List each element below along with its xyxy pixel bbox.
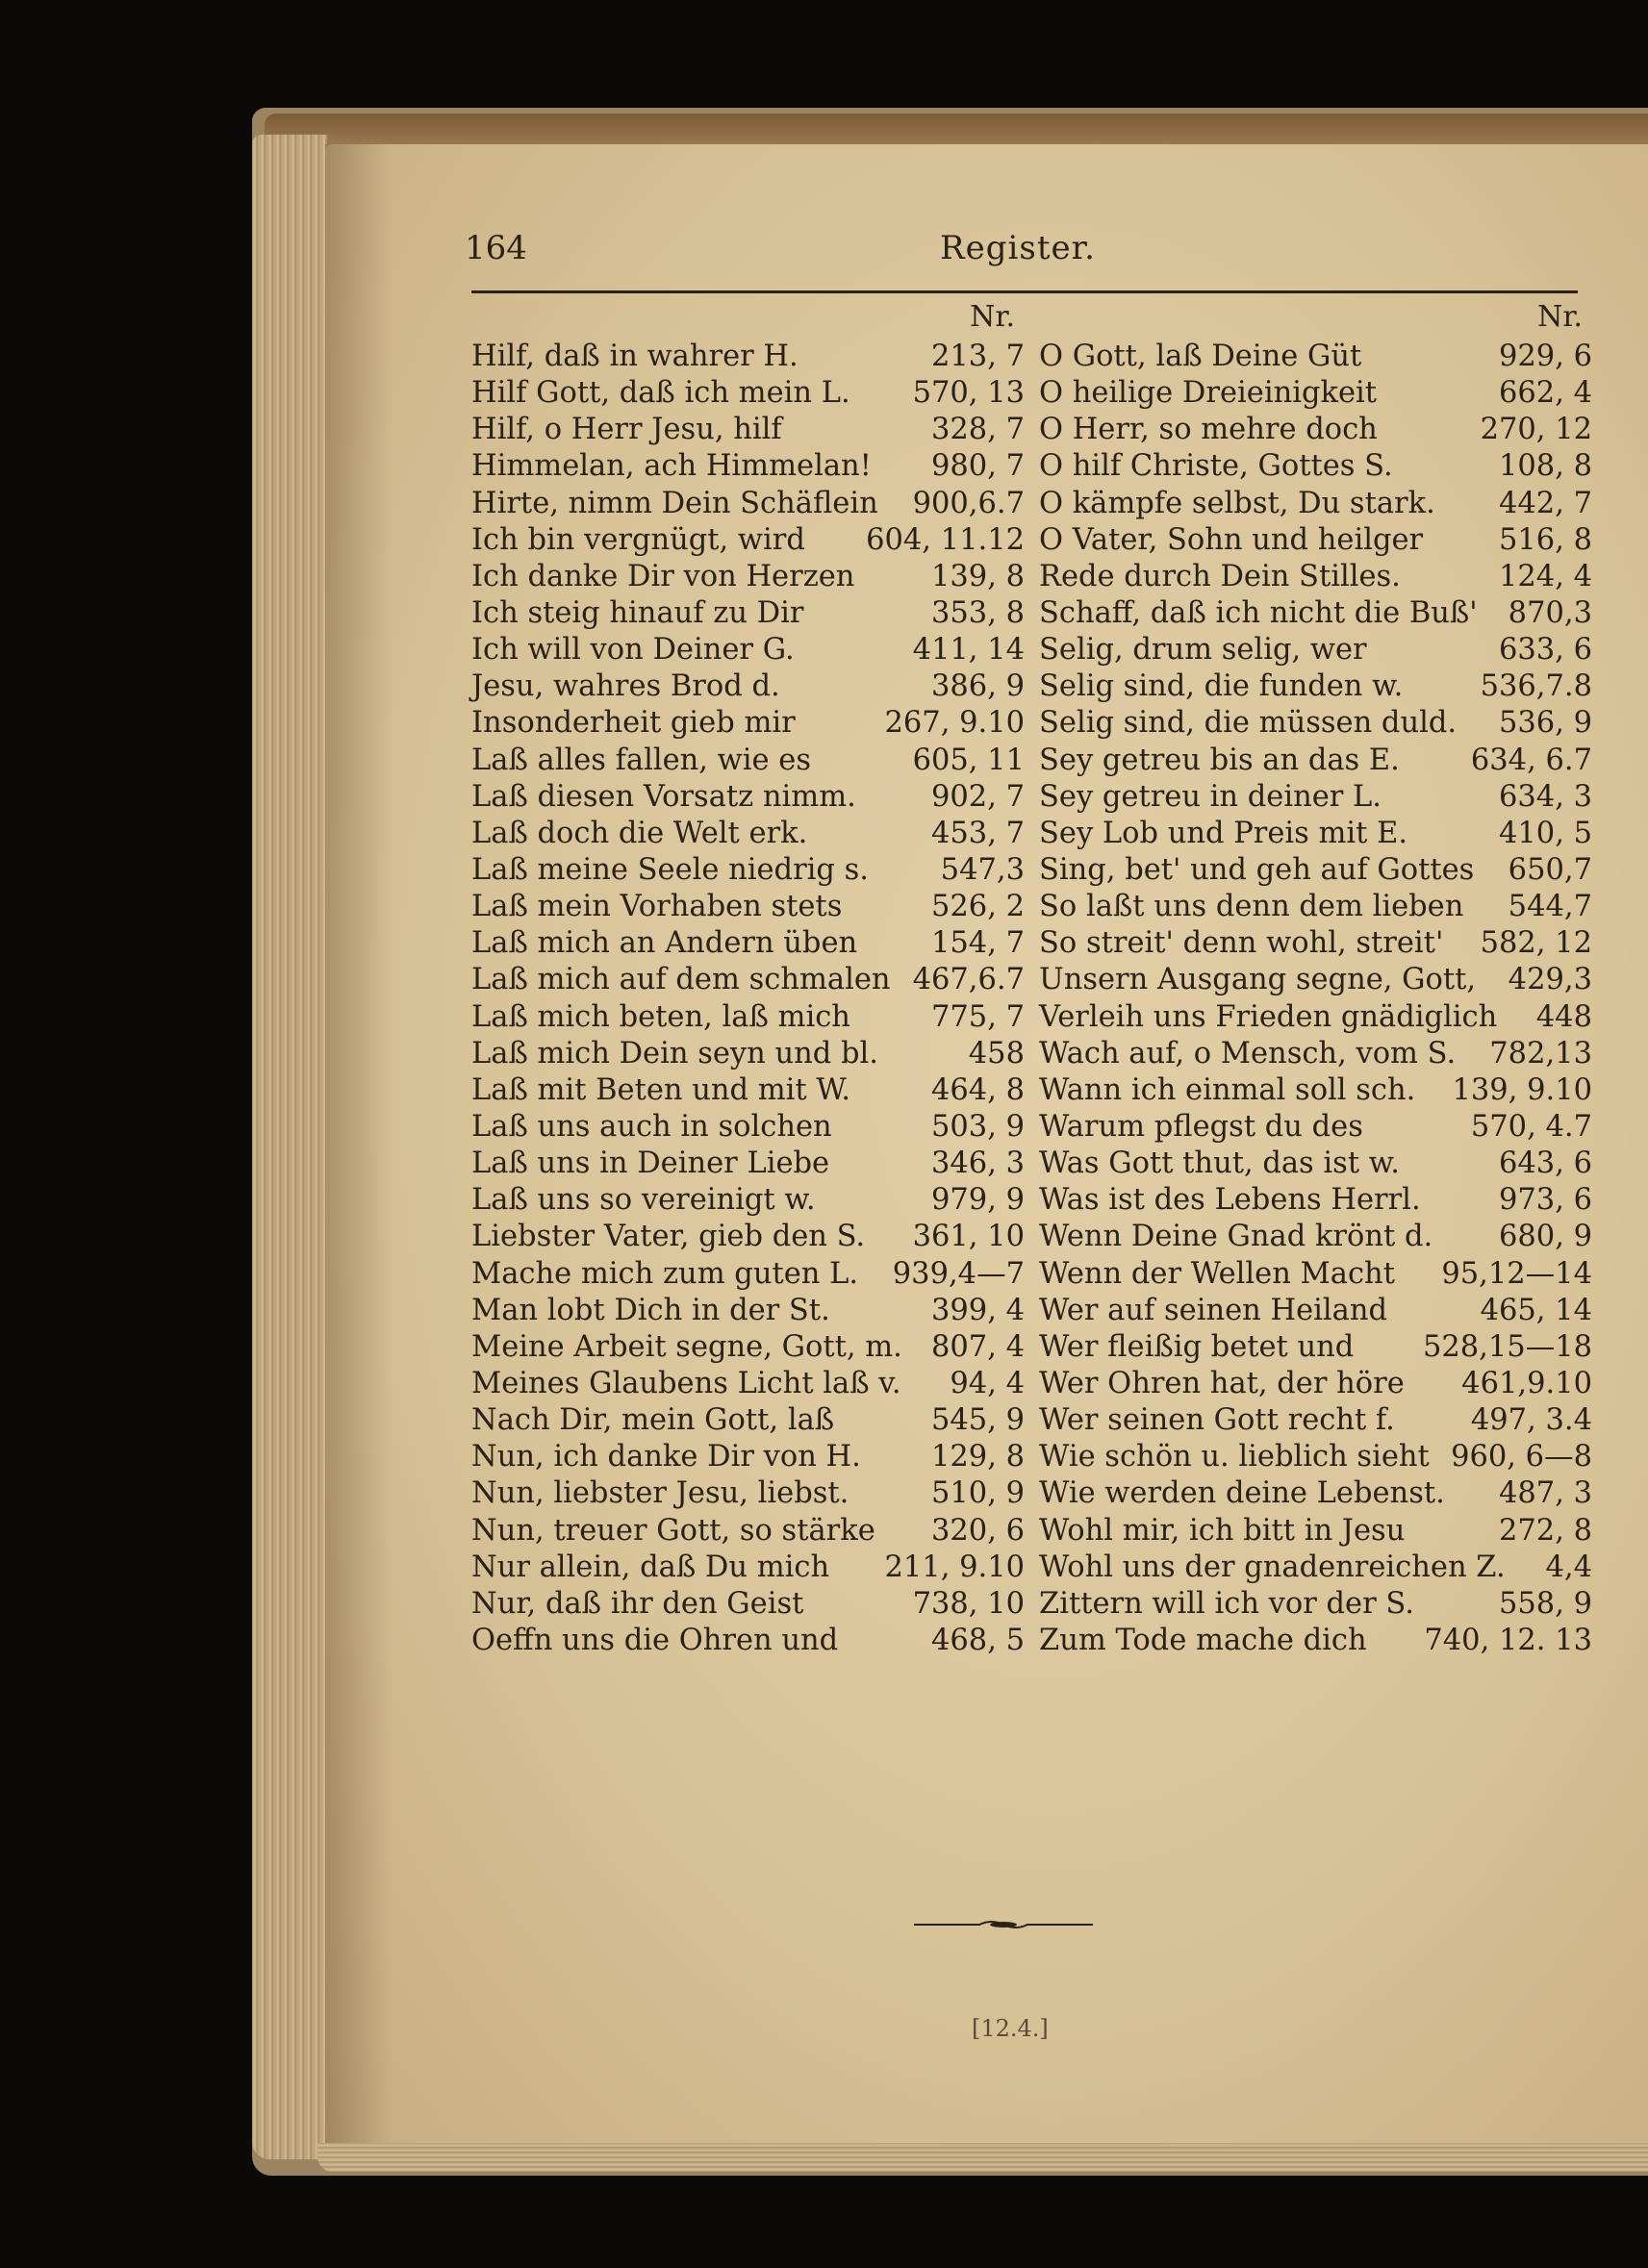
running-head: Register. xyxy=(940,229,1096,267)
entry-title: Sey getreu in deiner L. xyxy=(1039,779,1382,814)
page-gutter-shadow xyxy=(325,144,393,2150)
register-entry xyxy=(471,1329,1025,1366)
entry-reference: 468, 5 xyxy=(930,1623,1025,1657)
entry-reference: 429,3 xyxy=(1508,963,1592,997)
entry-title: Verleih uns Frieden gnädiglich xyxy=(1039,999,1498,1034)
entry-title: O kämpfe selbst, Du stark. xyxy=(1039,486,1435,520)
entry-title: Nun, treuer Gott, so stärke xyxy=(471,1513,875,1548)
entry-title: Insonderheit gieb mir xyxy=(471,706,796,741)
entry-title: Selig sind, die müssen duld. xyxy=(1039,706,1458,741)
register-entry xyxy=(471,1072,1025,1109)
register-entry xyxy=(471,962,1025,998)
entry-reference: 775, 7 xyxy=(930,999,1025,1034)
entry-reference: 95,12—14 xyxy=(1441,1256,1592,1291)
entry-reference: 386, 9 xyxy=(930,669,1025,704)
entry-title: Wer fleißig betet und xyxy=(1039,1329,1355,1364)
register-entry xyxy=(1039,999,1592,1036)
entry-title: So laßt uns denn dem lieben xyxy=(1039,890,1464,924)
register-entry xyxy=(1039,668,1592,705)
page-stack-bottom xyxy=(317,2143,1648,2172)
entry-reference: 650,7 xyxy=(1508,852,1592,887)
register-entry xyxy=(471,999,1025,1036)
page-number: 164 xyxy=(465,229,527,267)
entry-reference: 900,6.7 xyxy=(912,486,1025,520)
entry-title: Wer Ohren hat, der höre xyxy=(1039,1366,1405,1400)
entry-title: Was Gott thut, das ist w. xyxy=(1039,1147,1400,1181)
entry-reference: 213, 7 xyxy=(930,340,1025,373)
register-entry xyxy=(471,1219,1025,1255)
entry-reference: 487, 3 xyxy=(1498,1476,1592,1511)
entry-reference: 108, 8 xyxy=(1498,449,1592,484)
register-entry xyxy=(471,1586,1025,1623)
entry-title: Wohl uns der gnadenreichen Z. xyxy=(1039,1550,1506,1584)
entry-title: Wer seinen Gott recht f. xyxy=(1039,1403,1395,1438)
register-entry xyxy=(1039,816,1592,852)
entry-reference: 738, 10 xyxy=(912,1586,1025,1621)
entry-title: Warum pflegst du des xyxy=(1039,1109,1363,1144)
column-heading: Nr. xyxy=(1537,300,1583,334)
register-entry xyxy=(1039,852,1592,889)
column-heading: Nr. xyxy=(970,300,1015,334)
entry-title: Liebster Vater, gieb den S. xyxy=(471,1220,866,1254)
register-entry xyxy=(1039,1146,1592,1182)
entry-reference: 442, 7 xyxy=(1498,486,1592,520)
entry-reference: 399, 4 xyxy=(930,1293,1025,1327)
entry-title: Laß mich Dein seyn und bl. xyxy=(471,1036,878,1071)
entry-reference: 270, 12 xyxy=(1480,413,1592,447)
register-entry xyxy=(471,559,1025,595)
entry-reference: 605, 11 xyxy=(912,743,1025,777)
register-entry xyxy=(471,1146,1025,1182)
header-rule xyxy=(471,290,1578,293)
entry-reference: 467,6.7 xyxy=(912,963,1025,997)
entry-reference: 547,3 xyxy=(940,852,1025,887)
register-entry xyxy=(471,375,1025,412)
entry-title: Oeffn uns die Ohren und xyxy=(471,1623,839,1657)
register-entry xyxy=(1039,1036,1592,1072)
register-entry xyxy=(1039,1219,1592,1255)
entry-reference: 139, 8 xyxy=(930,559,1025,593)
register-entry xyxy=(1039,1475,1592,1512)
register-entry xyxy=(1039,1109,1592,1146)
register-entry xyxy=(471,1109,1025,1146)
register-entry xyxy=(1039,1182,1592,1219)
entry-reference: 503, 9 xyxy=(930,1109,1025,1144)
entry-title: Ich bin vergnügt, wird xyxy=(471,522,805,557)
register-entry xyxy=(1039,595,1592,632)
entry-title: Wenn der Wellen Macht xyxy=(1039,1256,1395,1291)
register-entry xyxy=(1039,889,1592,925)
entry-title: Nun, ich danke Dir von H. xyxy=(471,1440,861,1474)
register-entry xyxy=(471,1256,1025,1293)
entry-reference: 929, 6 xyxy=(1498,340,1592,373)
entry-reference: 740, 12. 13 xyxy=(1424,1623,1592,1657)
entry-title: Jesu, wahres Brod d. xyxy=(471,669,780,704)
register-entry xyxy=(471,632,1025,668)
entry-title: Meine Arbeit segne, Gott, m. xyxy=(471,1329,902,1364)
entry-title: O hilf Christe, Gottes S. xyxy=(1039,449,1393,484)
register-entry xyxy=(471,743,1025,779)
printer-signature: [12.4.] xyxy=(972,2015,1049,2042)
register-entry xyxy=(471,1036,1025,1072)
entry-reference: 980, 7 xyxy=(930,449,1025,484)
register-entry xyxy=(1039,1293,1592,1329)
register-entry xyxy=(1039,522,1592,559)
entry-title: Hilf, daß in wahrer H. xyxy=(471,340,799,373)
entry-title: Himmelan, ach Himmelan! xyxy=(471,449,872,484)
register-entry xyxy=(1039,486,1592,522)
register-entry xyxy=(1039,1329,1592,1366)
entry-title: So streit' denn wohl, streit' xyxy=(1039,926,1444,961)
entry-title: Selig, drum selig, wer xyxy=(1039,633,1367,668)
register-entry xyxy=(1039,1439,1592,1475)
register-entry xyxy=(1039,375,1592,412)
register-entry xyxy=(1039,743,1592,779)
entry-title: Laß uns in Deiner Liebe xyxy=(471,1147,830,1181)
entry-reference: 320, 6 xyxy=(930,1513,1025,1548)
entry-title: Laß mich an Andern üben xyxy=(471,926,858,961)
entry-reference: 411, 14 xyxy=(912,633,1025,668)
register-entry xyxy=(471,925,1025,962)
entry-title: Wohl mir, ich bitt in Jesu xyxy=(1039,1513,1406,1548)
entry-title: Laß alles fallen, wie es xyxy=(471,743,811,777)
entry-title: O Vater, Sohn und heilger xyxy=(1039,522,1424,557)
register-entry xyxy=(471,1366,1025,1402)
register-entry xyxy=(1039,962,1592,998)
register-column-right xyxy=(1039,300,1592,1659)
entry-reference: 211, 9.10 xyxy=(884,1550,1025,1584)
entry-title: Sey Lob und Preis mit E. xyxy=(1039,816,1408,850)
entry-title: Sing, bet' und geh auf Gottes xyxy=(1039,852,1475,887)
entry-reference: 634, 6.7 xyxy=(1470,743,1592,777)
entry-reference: 448 xyxy=(1535,999,1592,1034)
register-entry xyxy=(471,595,1025,632)
entry-reference: 154, 7 xyxy=(930,926,1025,961)
entry-reference: 346, 3 xyxy=(930,1147,1025,1181)
entry-list xyxy=(471,339,1025,1659)
register-entry xyxy=(471,486,1025,522)
register-entry xyxy=(1039,1550,1592,1586)
entry-reference: 545, 9 xyxy=(930,1403,1025,1438)
entry-title: Nach Dir, mein Gott, laß xyxy=(471,1403,835,1438)
entry-title: Wenn Deine Gnad krönt d. xyxy=(1039,1220,1433,1254)
entry-title: Ich danke Dir von Herzen xyxy=(471,559,855,593)
entry-reference: 267, 9.10 xyxy=(884,706,1025,741)
entry-title: Zittern will ich vor der S. xyxy=(1039,1586,1414,1621)
entry-title: Nun, liebster Jesu, liebst. xyxy=(471,1476,849,1511)
entry-reference: 4,4 xyxy=(1545,1550,1592,1584)
register-entry xyxy=(1039,632,1592,668)
entry-reference: 536,7.8 xyxy=(1480,669,1592,704)
entry-title: Hilf, o Herr Jesu, hilf xyxy=(471,413,782,447)
entry-title: Laß mich beten, laß mich xyxy=(471,999,850,1034)
entry-title: Wann ich einmal soll sch. xyxy=(1039,1072,1416,1107)
entry-reference: 528,15—18 xyxy=(1422,1329,1592,1364)
entry-reference: 870,3 xyxy=(1508,595,1592,630)
register-entry xyxy=(1039,448,1592,485)
entry-title: Wer auf seinen Heiland xyxy=(1039,1293,1387,1327)
entry-reference: 458 xyxy=(968,1036,1025,1071)
register-entry xyxy=(471,1402,1025,1439)
entry-reference: 124, 4 xyxy=(1498,559,1592,593)
entry-reference: 526, 2 xyxy=(930,890,1025,924)
entry-reference: 510, 9 xyxy=(930,1476,1025,1511)
register-entry xyxy=(471,522,1025,559)
entry-title: Schaff, daß ich nicht die Buß' xyxy=(1039,595,1478,630)
entry-reference: 465, 14 xyxy=(1480,1293,1592,1327)
entry-title: Zum Tode mache dich xyxy=(1039,1623,1367,1657)
entry-title: Selig sind, die funden w. xyxy=(1039,669,1404,704)
entry-reference: 960, 6—8 xyxy=(1451,1440,1592,1474)
register-entry xyxy=(471,816,1025,852)
entry-reference: 643, 6 xyxy=(1498,1147,1592,1181)
entry-title: Nur, daß ihr den Geist xyxy=(471,1586,804,1621)
ornament-divider xyxy=(912,1918,1095,1931)
entry-title: Unsern Ausgang segne, Gott, xyxy=(1039,963,1477,997)
entry-title: Wach auf, o Mensch, vom S. xyxy=(1039,1036,1457,1071)
entry-reference: 680, 9 xyxy=(1498,1220,1592,1254)
register-entry xyxy=(471,779,1025,816)
entry-reference: 536, 9 xyxy=(1498,706,1592,741)
entry-title: Hilf Gott, daß ich mein L. xyxy=(471,376,850,411)
entry-reference: 516, 8 xyxy=(1498,522,1592,557)
entry-title: Wie werden deine Lebenst. xyxy=(1039,1476,1445,1511)
entry-reference: 272, 8 xyxy=(1498,1513,1592,1548)
entry-title: Sey getreu bis an das E. xyxy=(1039,743,1400,777)
register-entry xyxy=(471,889,1025,925)
entry-title: O Gott, laß Deine Güt xyxy=(1039,340,1362,373)
entry-title: Laß uns so vereinigt w. xyxy=(471,1183,816,1218)
entry-title: O Herr, so mehre doch xyxy=(1039,413,1378,447)
register-entry xyxy=(1039,339,1592,375)
register-entry xyxy=(471,668,1025,705)
page-stack-edge xyxy=(252,135,327,2159)
entry-title: Laß meine Seele niedrig s. xyxy=(471,852,869,887)
entry-reference: 139, 9.10 xyxy=(1452,1072,1592,1107)
register-entry xyxy=(471,705,1025,742)
entry-reference: 570, 13 xyxy=(912,376,1025,411)
register-entry xyxy=(1039,1586,1592,1623)
entry-reference: 782,13 xyxy=(1489,1036,1592,1071)
page-header xyxy=(465,229,1571,277)
entry-reference: 558, 9 xyxy=(1498,1586,1592,1621)
register-entry xyxy=(1039,705,1592,742)
register-entry xyxy=(471,1293,1025,1329)
entry-reference: 939,4—7 xyxy=(892,1256,1025,1291)
entry-reference: 464, 8 xyxy=(930,1072,1025,1107)
entry-reference: 807, 4 xyxy=(930,1329,1025,1364)
entry-reference: 328, 7 xyxy=(930,413,1025,447)
entry-reference: 544,7 xyxy=(1508,890,1592,924)
entry-title: Laß mich auf dem schmalen xyxy=(471,963,891,997)
entry-reference: 497, 3.4 xyxy=(1470,1403,1592,1438)
register-entry xyxy=(1039,925,1592,962)
entry-title: O heilige Dreieinigkeit xyxy=(1039,376,1378,411)
entry-reference: 461,9.10 xyxy=(1461,1366,1592,1400)
entry-title: Ich steig hinauf zu Dir xyxy=(471,595,804,630)
entry-title: Laß mit Beten und mit W. xyxy=(471,1072,851,1107)
register-entry xyxy=(1039,1402,1592,1439)
register-column-left xyxy=(471,300,1025,1659)
register-entry xyxy=(471,448,1025,485)
entry-title: Nur allein, daß Du mich xyxy=(471,1550,830,1584)
entry-reference: 129, 8 xyxy=(930,1440,1025,1474)
register-entry xyxy=(1039,779,1592,816)
entry-title: Laß uns auch in solchen xyxy=(471,1109,832,1144)
entry-reference: 570, 4.7 xyxy=(1470,1109,1592,1144)
register-entry xyxy=(1039,412,1592,448)
register-entry xyxy=(1039,1513,1592,1550)
register-entry xyxy=(471,1513,1025,1550)
entry-reference: 453, 7 xyxy=(930,816,1025,850)
register-entry xyxy=(471,1439,1025,1475)
entry-reference: 902, 7 xyxy=(930,779,1025,814)
entry-reference: 633, 6 xyxy=(1498,633,1592,668)
entry-list xyxy=(1039,339,1592,1659)
register-entry xyxy=(1039,559,1592,595)
register-entry xyxy=(471,1623,1025,1659)
entry-reference: 94, 4 xyxy=(950,1366,1025,1400)
register-entry xyxy=(471,1182,1025,1219)
register-entry xyxy=(1039,1366,1592,1402)
entry-reference: 662, 4 xyxy=(1498,376,1592,411)
register-entry xyxy=(471,852,1025,889)
entry-reference: 582, 12 xyxy=(1480,926,1592,961)
entry-title: Laß mein Vorhaben stets xyxy=(471,890,843,924)
entry-title: Man lobt Dich in der St. xyxy=(471,1293,830,1327)
entry-title: Wie schön u. lieblich sieht xyxy=(1039,1440,1430,1474)
entry-title: Hirte, nimm Dein Schäflein xyxy=(471,486,878,520)
entry-reference: 604, 11.12 xyxy=(866,522,1025,557)
entry-reference: 353, 8 xyxy=(930,595,1025,630)
entry-title: Was ist des Lebens Herrl. xyxy=(1039,1183,1421,1218)
entry-title: Rede durch Dein Stilles. xyxy=(1039,559,1401,593)
entry-reference: 634, 3 xyxy=(1498,779,1592,814)
register-entry xyxy=(1039,1623,1592,1659)
entry-title: Laß diesen Vorsatz nimm. xyxy=(471,779,856,814)
entry-title: Mache mich zum guten L. xyxy=(471,1256,859,1291)
entry-reference: 973, 6 xyxy=(1498,1183,1592,1218)
entry-title: Meines Glaubens Licht laß v. xyxy=(471,1366,901,1400)
register-entry xyxy=(471,1550,1025,1586)
entry-title: Ich will von Deiner G. xyxy=(471,633,795,668)
entry-reference: 410, 5 xyxy=(1498,816,1592,850)
register-entry xyxy=(1039,1256,1592,1293)
entry-reference: 361, 10 xyxy=(912,1220,1025,1254)
register-entry xyxy=(1039,1072,1592,1109)
register-entry xyxy=(471,1475,1025,1512)
register-entry xyxy=(471,339,1025,375)
entry-title: Laß doch die Welt erk. xyxy=(471,816,808,850)
entry-reference: 979, 9 xyxy=(930,1183,1025,1218)
register-entry xyxy=(471,412,1025,448)
